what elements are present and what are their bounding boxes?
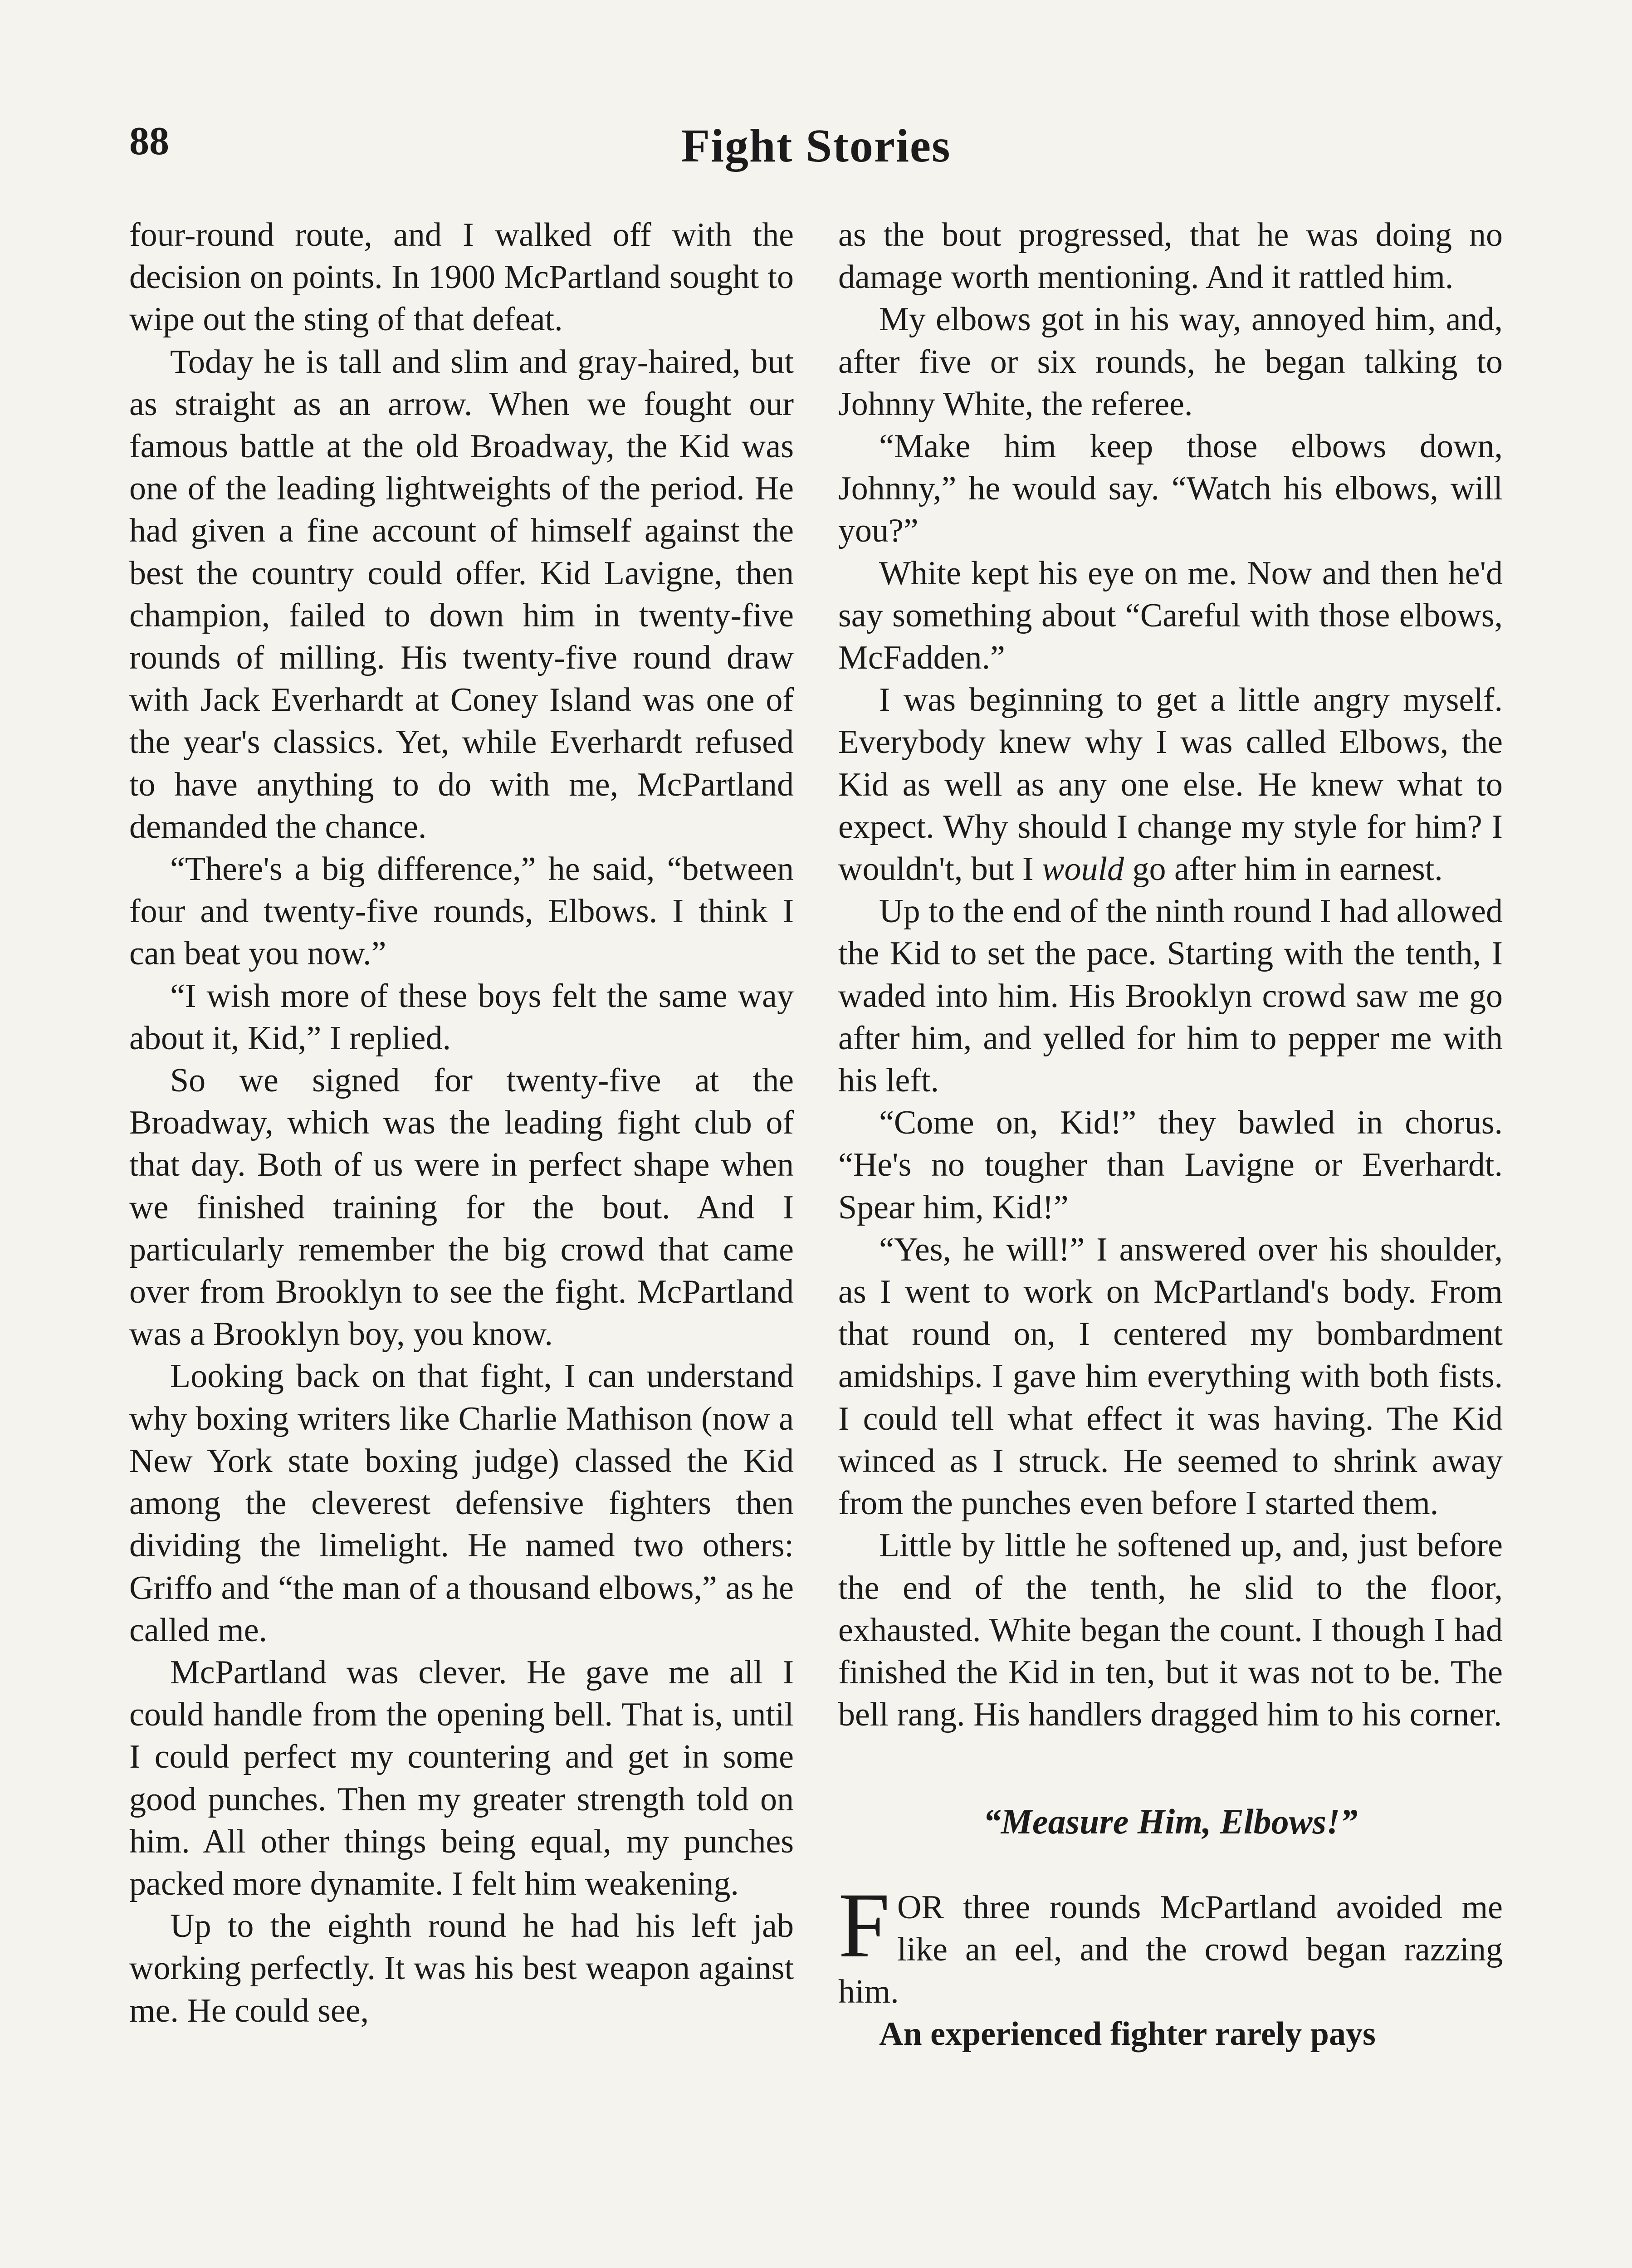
paragraph: Looking back on that fight, I can understand why boxing writers like Charlie Mathison (now a New York state boxing judge) classed the Kid among the cleverest defensive fighters then dividing the limelight. He named two others: Griffo and “the man of a thousand elbows,” as he called me. [129,1358,794,1649]
running-head-title: Fight Stories [681,120,951,172]
paragraph: My elbows got in his way, annoyed him, and, after five or six rounds, he began talking to Johnny White, the referee. [838,301,1503,423]
paragraph: “I wish more of these boys felt the same way about it, Kid,” I replied. [129,977,794,1057]
right-text-column [838,214,1503,2055]
paragraph-text-tail: go after him in earnest. [1132,850,1443,888]
paragraph: “Yes, he will!” I answered over his shoulder, as I went to work on McPartland's body. From that round on, I centered my bombardment amidships. I gave him everything with both fists. I could tell what effect it was having. The Kid winced as I struck. He seemed to shrink away from the punches even before I started them. [838,1231,1503,1522]
paragraph-text: I was beginning to get a little angry myself. Everybody knew why I was called Elbows, the Kid as well as any one else. He knew what to expect. Why should I change my style for him? I wouldn't, but I [838,681,1503,888]
paragraph: McPartland was clever. He gave me all I could handle from the opening bell. That is, until I could perfect my countering and get in some good punches. Then my greater strength told on him. All other things being equal, my punches packed more dynamite. I felt him weakening. [129,1653,794,1902]
paragraph: “Come on, Kid!” they bawled in chorus. “He's no tougher than Lavigne or Everhardt. Spear him, Kid!” [838,1104,1503,1226]
emphasis-word: would [1042,850,1124,888]
paragraph: four-round route, and I walked off with the decision on points. In 1900 McPartland sought to wipe out the sting of that defeat. [129,216,794,338]
drop-cap-paragraph [838,1873,1503,2014]
paragraph: Up to the eighth round he had his left jab working perfectly. It was his best weapon against me. He could see, [129,1907,794,2029]
left-text-column [129,214,794,2032]
paragraph: “Make him keep those elbows down, Johnny,” he would say. “Watch his elbows, will you?” [838,428,1503,550]
paragraph-with-emphasis [838,679,1503,890]
paragraph: “There's a big difference,” he said, “between four and twenty-five rounds, Elbows. I think I can beat you now.” [129,850,794,973]
paragraph: So we signed for twenty-five at the Broadway, which was the leading fight club of that day. Both of us were in perfect shape when we finished training for the bout. And I particularly remember the big crowd that came over from Brooklyn to see the fight. McPartland was a Brooklyn boy, you know. [129,1062,794,1353]
paragraph-text: OR three rounds McPartland avoided me like an eel, and the crowd began razzing him. [838,1888,1503,2010]
paragraph: Little by little he softened up, and, just before the end of the tenth, he slid to the floor, exhausted. White began the count. I though I had finished the Kid in ten, but it was not to be. The bell rang. His handlers dragged him to his corner. [838,1527,1503,1734]
section-subheading: “Measure Him, Elbows!” [983,1802,1358,1842]
paragraph: White kept his eye on me. Now and then he'd say something about “Careful with those elbows, McFadden.” [838,554,1503,677]
paragraph: Up to the end of the ninth round I had allowed the Kid to set the pace. Starting with the tenth, I waded into him. His Brooklyn crowd saw me go after him, and yelled for him to pepper me with his left. [838,893,1503,1100]
paragraph: Today he is tall and slim and gray-haired, but as straight as an arrow. When we fought our famous battle at the old Broadway, the Kid was one of the leading lightweights of the period. He had given a fine account of himself against the best the country could offer. Kid Lavigne, then champion, failed to down him in twenty-five rounds of milling. His twenty-five round draw with Jack Everhardt at Coney Island was one of the year's classics. Yet, while Everhardt refused to have anything to do with me, McPartland demanded the chance. [129,343,794,846]
drop-cap: F [838,1873,890,1977]
paragraph: as the bout progressed, that he was doing no damage worth mentioning. And it rattled him. [838,216,1503,296]
paragraph: An experienced fighter rarely pays [879,2015,1376,2053]
page-number: 88 [129,119,169,163]
